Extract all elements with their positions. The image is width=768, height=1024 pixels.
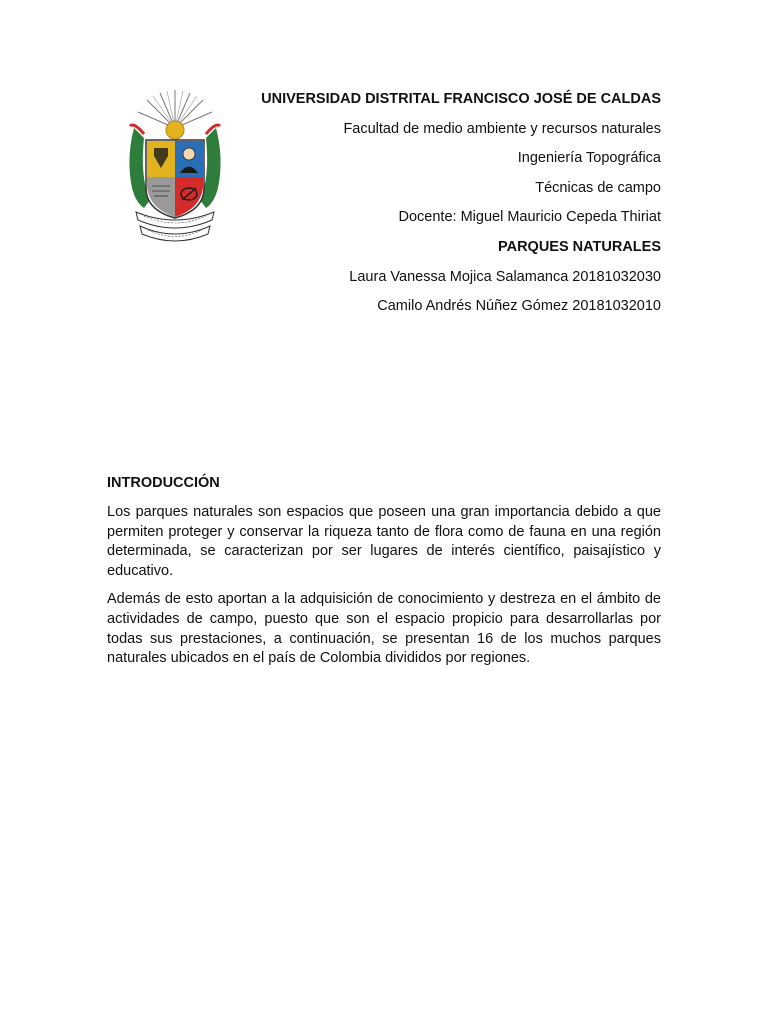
introduction-section: [107, 474, 661, 678]
student-name-2: Camilo Andrés Núñez Gómez 20181032010: [377, 298, 661, 315]
student-name-1: Laura Vanessa Mojica Salamanca 20181032030: [349, 268, 661, 285]
faculty-name: Facultad de medio ambiente y recursos naturales: [343, 120, 661, 137]
document-topic: PARQUES NATURALES: [498, 238, 661, 255]
course-name: Técnicas de campo: [535, 179, 661, 196]
introduction-paragraph-2: Además de esto aportan a la adquisición de conocimiento y destreza en el ámbito de actividades de campo, puesto que son el espacio propicio para desarrollarlas por todas sus prestaciones, a continuación, se presentan 16 de los muchos parques naturales ubicados en el país de Colombia divididos por regiones.: [107, 591, 661, 667]
title-header: [101, 90, 661, 327]
program-name: Ingeniería Topográfica: [517, 150, 661, 167]
teacher-name: Docente: Miguel Mauricio Cepeda Thiriat: [398, 209, 661, 226]
introduction-title: INTRODUCCIÓN: [107, 475, 220, 491]
introduction-paragraph-1: Los parques naturales son espacios que poseen una gran importancia debido a que permiten proteger y conservar la riqueza tanto de flora como de fauna en una región determinada, se caracterizan por ser lugares de interés científico, paisajístico y educativo.: [107, 504, 661, 579]
university-name: UNIVERSIDAD DISTRITAL FRANCISCO JOSÉ DE CALDAS: [261, 91, 661, 107]
